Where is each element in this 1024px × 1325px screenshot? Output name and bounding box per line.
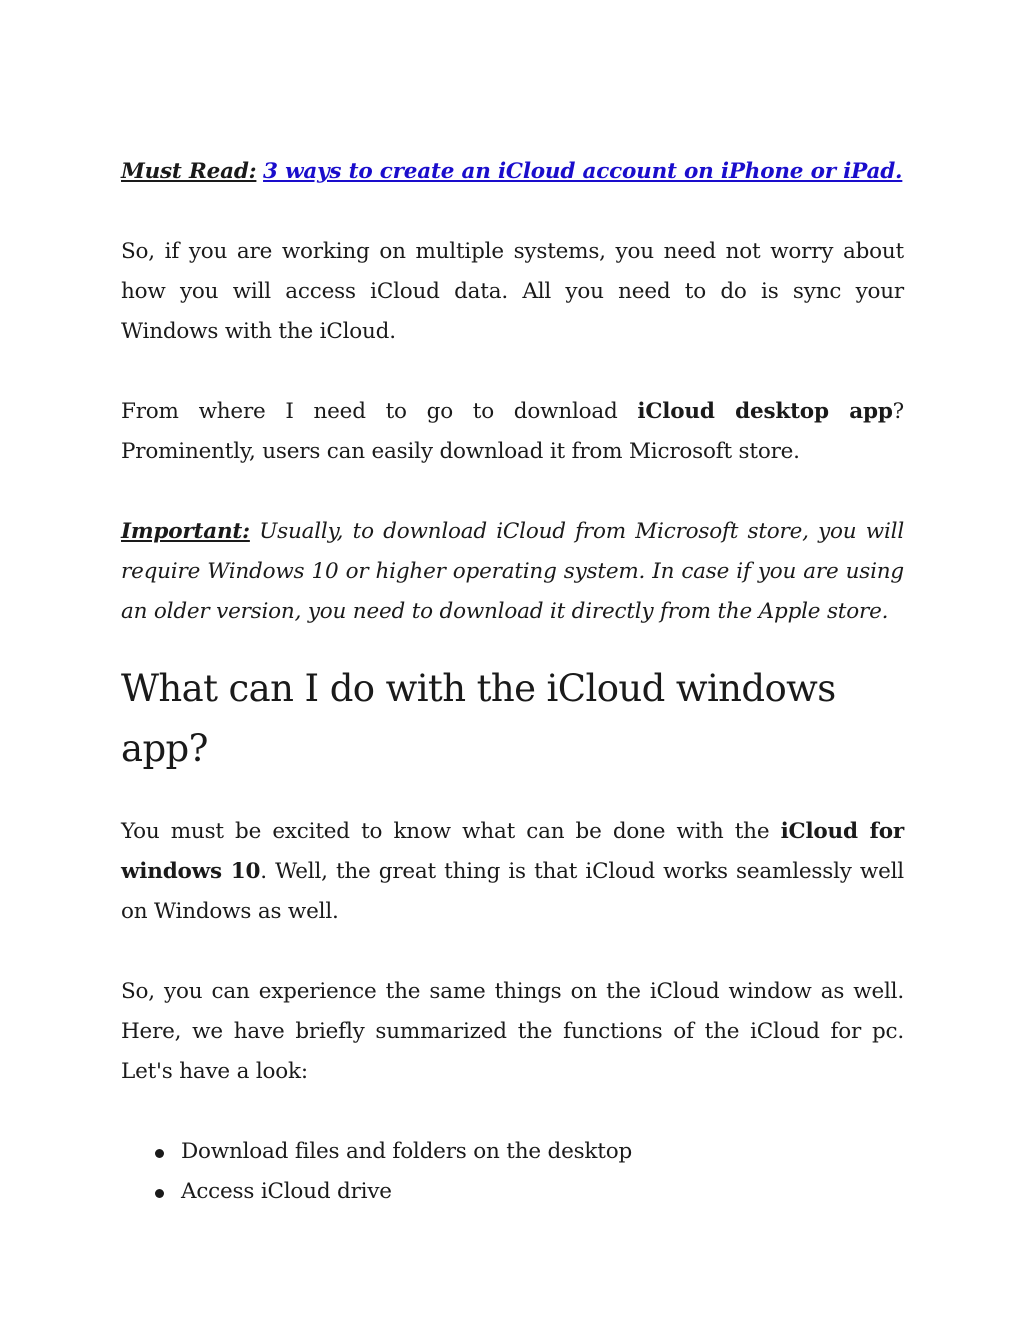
features-list	[121, 1132, 904, 1212]
important-paragraph	[121, 512, 904, 632]
summary-paragraph: So, you can experience the same things on the iCloud window as well. Here, we have briefly summarized the functions of the iCloud for pc. Let's have a look:	[121, 979, 904, 1084]
icloud-desktop-app-bold: iCloud desktop app	[637, 399, 893, 424]
list-item-text: Access iCloud drive	[181, 1179, 392, 1204]
document-page	[121, 152, 904, 1212]
important-text: Usually, to download iCloud from Microsoft store, you will require Windows 10 or higher operating system. In case if you are using an older version, you need to download it directly from the Apple store.	[121, 519, 904, 624]
bullet-icon	[155, 1189, 164, 1198]
sync-paragraph: So, if you are working on multiple systems, you need not worry about how you will access iCloud data. All you need to do is sync your Windows with the iCloud.	[121, 239, 904, 344]
list-item	[155, 1172, 904, 1212]
download-text-before: From where I need to go to download	[121, 399, 638, 424]
features-intro-paragraph	[121, 812, 904, 932]
section-heading: What can I do with the iCloud windows app?	[121, 667, 836, 770]
list-item	[155, 1132, 904, 1172]
icloud-account-link[interactable]: 3 ways to create an iCloud account on iPhone or iPad.	[263, 159, 903, 184]
must-read-paragraph	[121, 152, 904, 192]
download-text-after: ? Prominently, users can easily download it from Microsoft store.	[121, 399, 904, 464]
bullet-icon	[155, 1149, 164, 1158]
important-label: Important:	[121, 519, 250, 544]
features-text-after: . Well, the great thing is that iCloud works seamlessly well on Windows as well.	[121, 859, 904, 924]
icloud-for-windows-bold: iCloud for windows 10	[121, 819, 904, 884]
must-read-label: Must Read:	[121, 159, 257, 184]
download-paragraph	[121, 392, 904, 472]
list-item-text: Download files and folders on the desktop	[181, 1139, 633, 1164]
features-text-before: You must be excited to know what can be done with the	[121, 819, 781, 844]
